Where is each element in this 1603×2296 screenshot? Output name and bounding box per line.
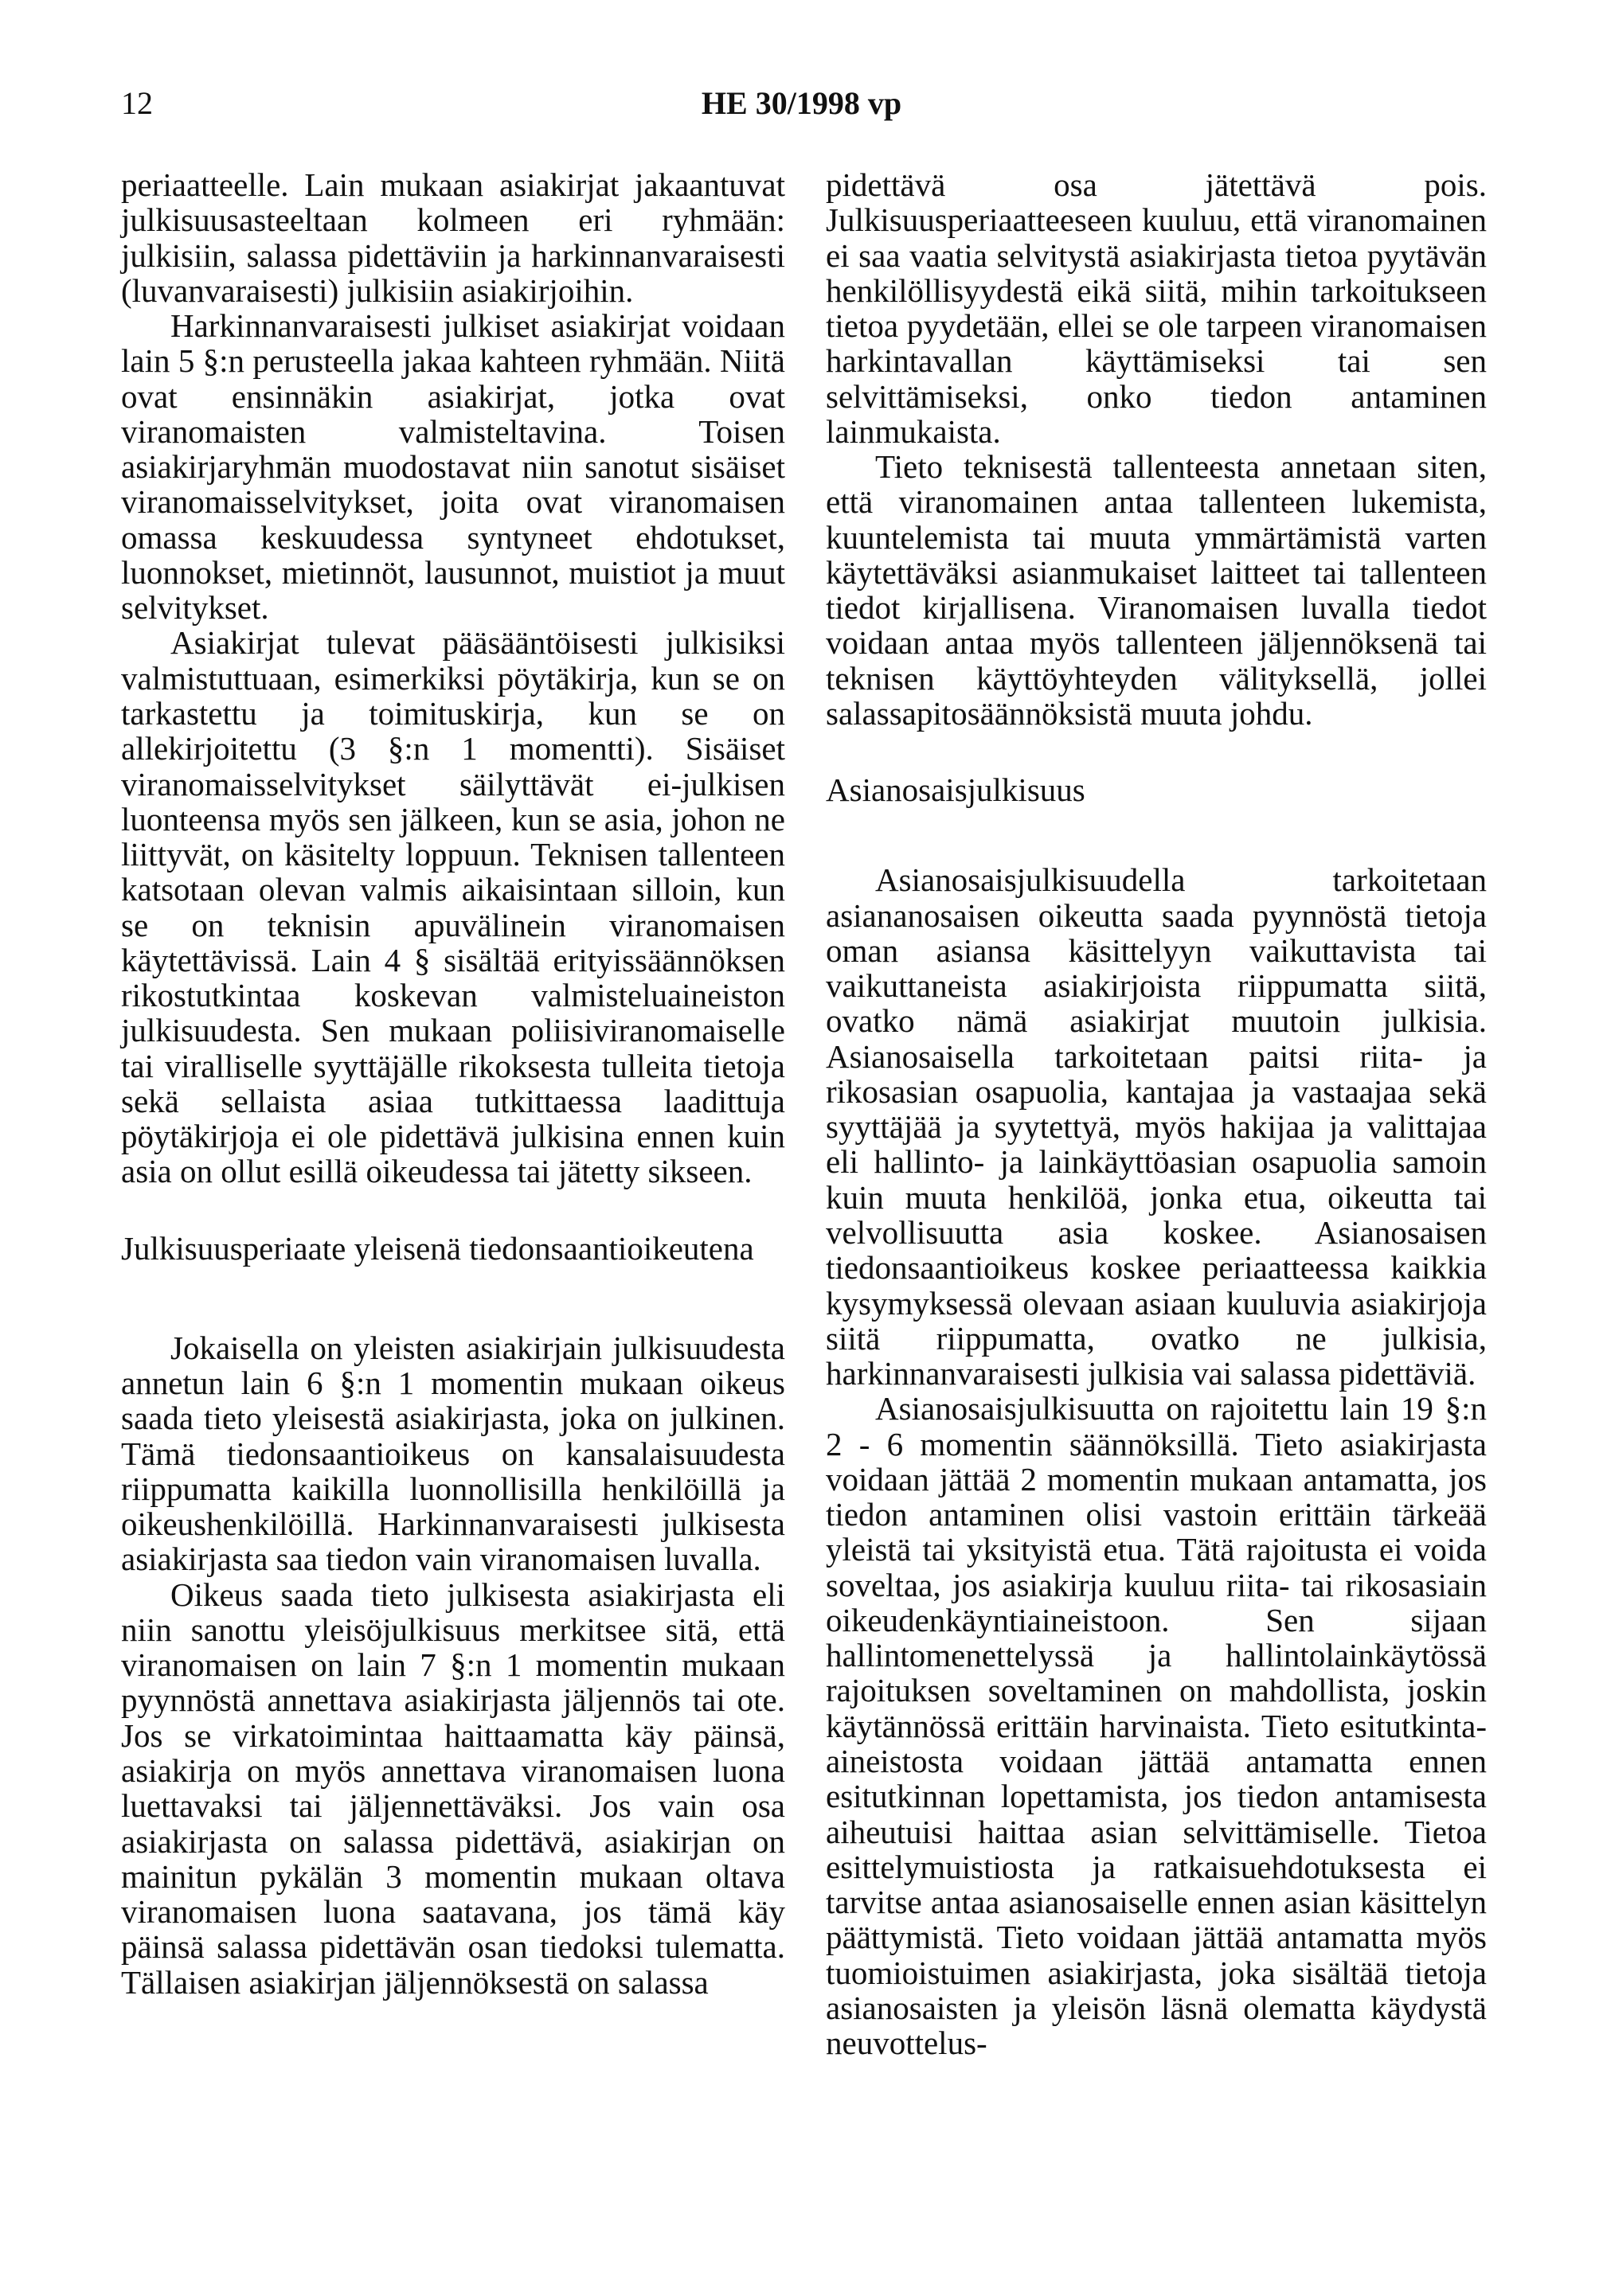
section-heading: Asianosaisjulkisuus	[826, 771, 1085, 809]
paragraph: Jokaisella on yleisten asiakirjain julkisuudesta annetun lain 6 §:n 1 momentin mukaan oikeus saada tieto yleisestä asiakirjasta, joka on julkinen. Tämä tiedonsaantioikeus on kansalaisuudesta riippumatta kaikilla luonnollisilla henkilöillä ja oikeushenkilöillä. Harkinnanvaraisesti julkisesta asiakirjasta saa tiedon vain viranomaisen luvalla.	[121, 1329, 785, 1578]
paragraph: Harkinnanvaraisesti julkiset asiakirjat voidaan lain 5 §:n perusteella jakaa kahteen ryhmään. Niitä ovat ensinnäkin asiakirjat, jotka ovat viranomaisten valmisteltavina. Toisen asiakirjaryhmän muodostavat niin sanotut sisäiset viranomaisselvitykset, joita ovat viranomaisen omassa keskuudessa syntyneet ehdotukset, luonnokset, mietinnöt, lausunnot, muistiot ja muut selvitykset.	[121, 307, 785, 627]
running-head: HE 30/1998 vp	[701, 85, 902, 121]
paragraph: Tieto teknisestä tallenteesta annetaan siten, että viranomainen antaa tallenteen lukemista, kuuntelemista tai muuta ymmärtämistä varten käytettäväksi asianmukaiset laitteet tai tallenteen tiedot kirjallisena. Viranomaisen luvalla tiedot voidaan antaa myös tallenteen jäljennöksenä tai teknisen käyttöyhteyden välityksellä, jollei salassapitosäännöksistä muuta johdu.	[826, 448, 1487, 732]
paragraph: Asianosaisjulkisuutta on rajoitettu lain 19 §:n 2 - 6 momentin säännöksillä. Tieto asiakirjasta voidaan jättää 2 momentin mukaan antamatta, jos tiedon antaminen olisi vastoin erittäin tärkeää yleistä tai yksityistä etua. Tätä rajoitusta ei voida soveltaa, jos asiakirja kuuluu riita- tai rikosasiain oikeudenkäyntiaineistoon. Sen sijaan hallintomenettelyssä ja hallintolainkäytössä rajoituksen soveltaminen on mahdollista, joskin käytännössä erittäin harvinaista. Tieto esitutkinta-aineistosta voidaan jättää antamatta ennen esitutkinnan lopettamista, jos tiedon antamisesta aiheutuisi haittaa asian selvittämiselle. Tietoa esittelymuistiosta ja ratkaisuehdotuksesta ei tarvitse antaa asianosaiselle ennen asian käsittelyn päättymistä. Tieto voidaan jättää antamatta myös tuomioistuimen asiakirjasta, joka sisältää tietoja asianosaisten ja yleisön läsnä olematta käydystä neuvottelus-	[826, 1390, 1487, 2062]
left-column	[121, 167, 785, 2000]
section-heading: Julkisuusperiaate yleisenä tiedonsaantioikeutena	[121, 1229, 754, 1267]
paragraph: Asiakirjat tulevat pääsääntöisesti julkisiksi valmistuttuaan, esimerkiksi pöytäkirja, kun se on tarkastettu ja toimituskirja, kun se on allekirjoitettu (3 §:n 1 momentti). Sisäiset viranomaisselvitykset säilyttävät ei-julkisen luonteensa myös sen jälkeen, kun se asia, johon ne liittyvät, on käsitelty loppuun. Teknisen tallenteen katsotaan olevan valmis aikaisintaan silloin, kun se on teknisin apuvälinein viranomaisen käytettävissä. Lain 4 § sisältää erityissäännöksen rikostutkintaa koskevan valmisteluaineiston julkisuudesta. Sen mukaan poliisiviranomaiselle tai viralliselle syyttäjälle rikoksesta tulleita tietoja sekä sellaista asiaa tutkittaessa laadittuja pöytäkirjoja ei ole pidettävä julkisina ennen kuin asia on ollut esillä oikeudessa tai jätetty sikseen.	[121, 624, 785, 1190]
paragraph: Asianosaisjulkisuudella tarkoitetaan asiananosaisen oikeutta saada pyynnöstä tietoja oman asiansa käsittelyyn vaikuttavista tai vaikuttaneista asiakirjoista riippumatta siitä, ovatko nämä asiakirjat muutoin julkisia. Asianosaisella tarkoitetaan paitsi riita- ja rikosasian osapuolia, kantajaa ja vastaajaa sekä syyttäjää ja syytettyä, myös hakijaa ja valittajaa eli hallinto- ja lainkäyttöasian osapuolia samoin kuin muuta henkilöä, jonka etua, oikeutta tai velvollisuutta asia koskee. Asianosaisen tiedonsaantioikeus koskee periaatteessa kaikkia kysymyksessä olevaan asiaan kuuluvia asiakirjoja siitä riippumatta, ovatko ne julkisia, harkinnanvaraisesti julkisia vai salassa pidettäviä.	[826, 861, 1487, 1392]
paragraph: pidettävä osa jätettävä pois. Julkisuusperiaatteeseen kuuluu, että viranomainen ei saa vaatia selvitystä asiakirjasta tietoa pyytävän henkilöllisyydestä eikä siitä, mihin tarkoitukseen tietoa pyydetään, ellei se ole tarpeen viranomaisen harkintavallan käyttämiseksi tai sen selvittämiseksi, onko tiedon antaminen lainmukaista.	[826, 166, 1487, 450]
right-column	[826, 167, 1487, 2060]
paragraph: Oikeus saada tieto julkisesta asiakirjasta eli niin sanottu yleisöjulkisuus merkitsee sitä, että viranomaisen on lain 7 §:n 1 momentin mukaan pyynnöstä annettava asiakirjasta jäljennös tai ote. Jos se virkatoimintaa haittaamatta käy päinsä, asiakirja on myös annettava viranomaisen luona luettavaksi tai jäljennettäväksi. Jos vain osa asiakirjasta on salassa pidettävä, asiakirjan on mainitun pykälän 3 momentin mukaan oltava viranomaisen luona saatavana, jos tämä käy päinsä salassa pidettävän osan tiedoksi tulematta. Tällaisen asiakirjan jäljennöksestä on salassa	[121, 1576, 785, 2001]
page-number: 12	[121, 85, 153, 121]
paragraph: periaatteelle. Lain mukaan asiakirjat jakaantuvat julkisuusasteeltaan kolmeen eri ryhmään: julkisiin, salassa pidettäviin ja harkinnanvaraisesti (luvanvaraisesti) julkisiin asiakirjoihin.	[121, 166, 785, 309]
